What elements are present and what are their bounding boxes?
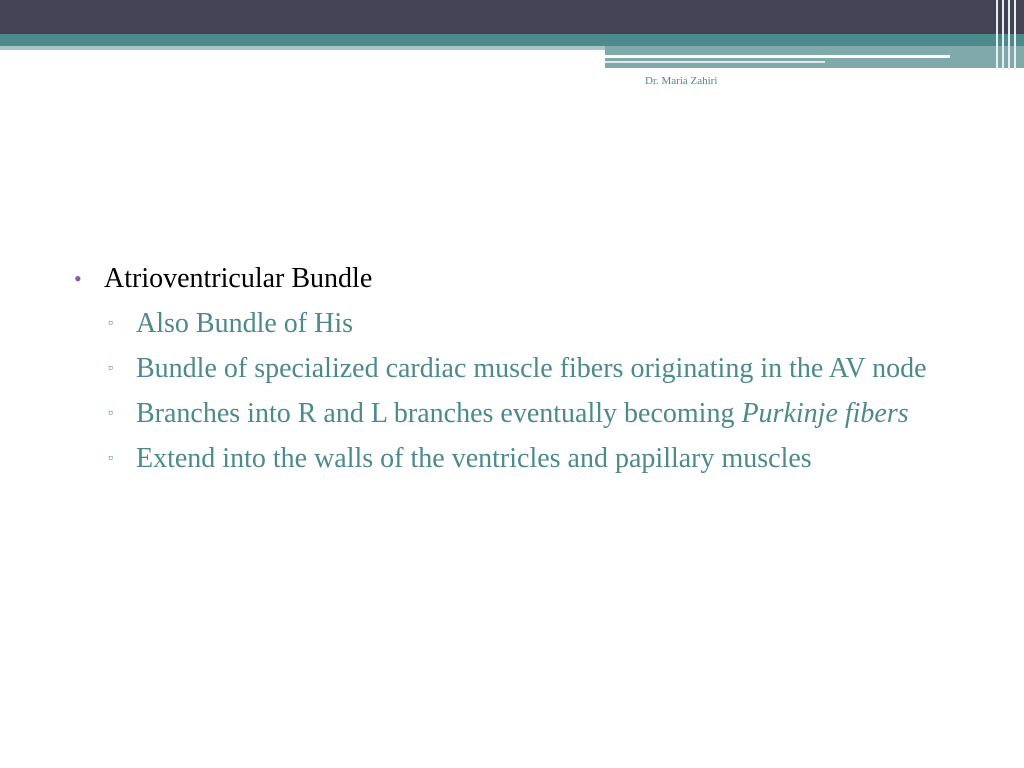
header-right-lines <box>990 0 1024 70</box>
header-band-dark <box>0 0 1024 34</box>
bullet-text: Branches into R and L branches eventually becoming <box>136 398 742 429</box>
bullet-level-2 <box>72 438 972 480</box>
bullet-italic-text: Purkinje fibers <box>741 398 909 429</box>
square-bullet-icon: ▫ <box>108 451 113 466</box>
bullet-level-2 <box>72 393 972 435</box>
header-line <box>1014 0 1016 70</box>
header-tab-stripe <box>605 61 825 63</box>
square-bullet-icon: ▫ <box>108 406 113 421</box>
bullet-level-1 <box>72 260 972 298</box>
header-line <box>1008 0 1010 70</box>
bullet-level-2 <box>72 348 972 390</box>
bullet-text: Extend into the walls of the ventricles and papillary muscles <box>136 443 812 474</box>
bullet-level-2 <box>72 303 972 345</box>
bullet-text: Bundle of specialized cardiac muscle fibers originating in the AV node <box>136 353 927 384</box>
bullet-text: Atrioventricular Bundle <box>104 263 373 294</box>
header-tab-stripe <box>605 55 950 58</box>
square-bullet-icon: ▫ <box>108 361 113 376</box>
header-line <box>1002 0 1004 70</box>
header-band-teal <box>0 34 1024 46</box>
square-bullet-icon: ▫ <box>108 316 113 331</box>
slide-body <box>72 260 972 483</box>
bullet-dot-icon: • <box>74 266 82 291</box>
header-line <box>996 0 998 70</box>
author-footer: Dr. Maria Zahiri <box>645 75 718 87</box>
bullet-text: Also Bundle of His <box>136 308 353 339</box>
